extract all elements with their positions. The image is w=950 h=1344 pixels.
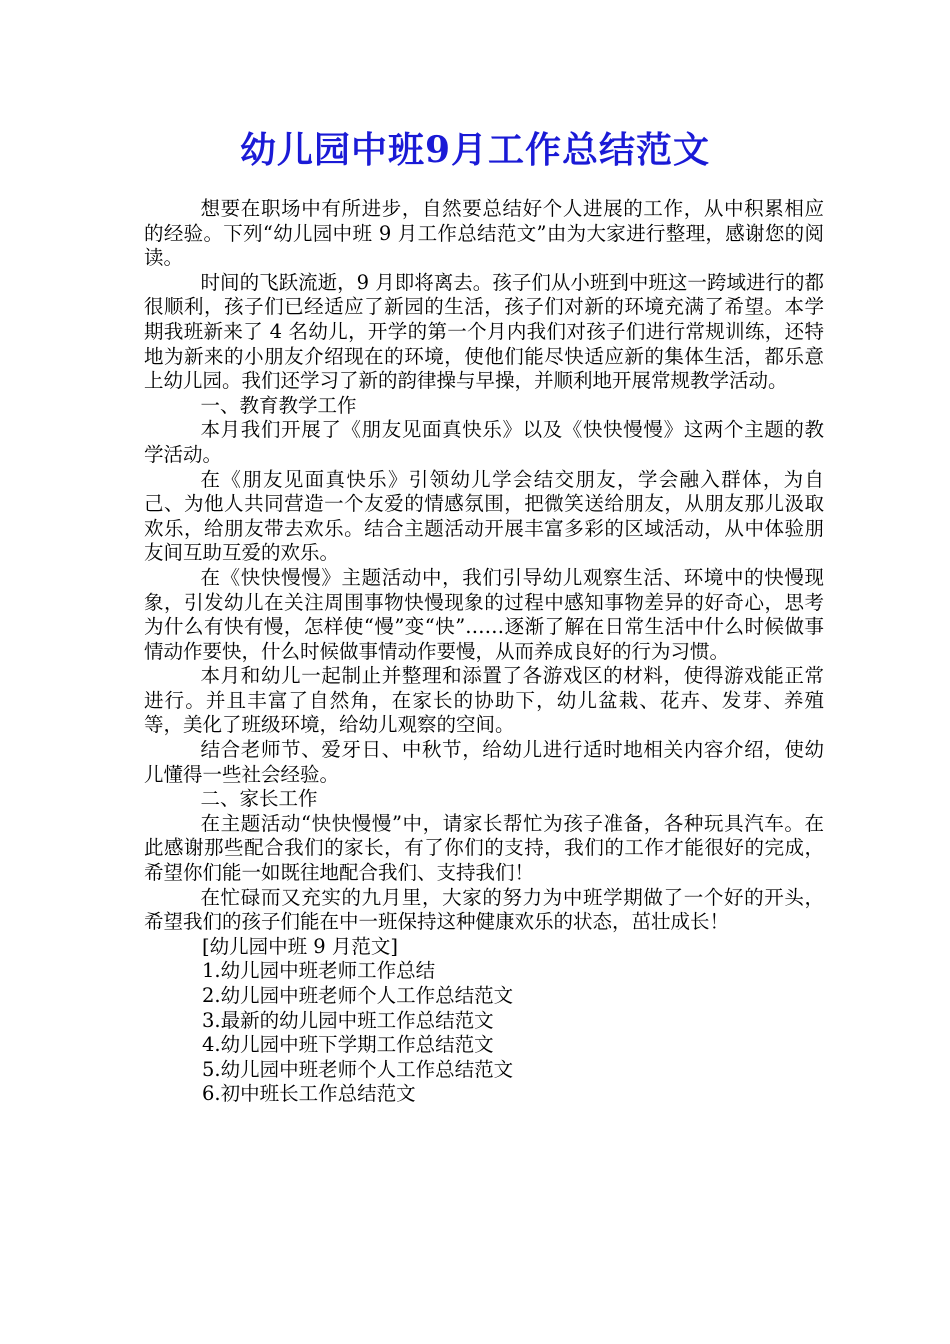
related-articles-title: [幼儿园中班 9 月范文] — [202, 934, 399, 958]
closing-paragraph: 在忙碌而又充实的九月里，大家的努力为中班学期做了一个好的开头，希望我们的孩子们能在中一班保持这种健康欢乐的状态，茁壮成长！ — [144, 885, 824, 934]
related-article-link[interactable]: 4.幼儿园中班下学期工作总结范文 — [202, 1033, 494, 1057]
parents-paragraph: 在主题活动“快快慢慢”中，请家长帮忙为孩子准备，各种玩具汽车。在此感谢那些配合我们的家长，有了你们的支持，我们的工作才能很好的完成，希望你们能一如既往地配合我们、支持我们！ — [144, 811, 824, 885]
related-articles-list — [144, 959, 824, 1107]
related-article-link[interactable]: 5.幼儿园中班老师个人工作总结范文 — [202, 1057, 514, 1081]
section-heading-teaching: 一、教育教学工作 — [200, 393, 357, 417]
related-article-link[interactable]: 6.初中班长工作总结范文 — [202, 1082, 416, 1106]
document-title: 幼儿园中班9月工作总结范文 — [239, 129, 711, 171]
teaching-paragraph: 本月我们开展了《朋友见面真快乐》以及《快快慢慢》这两个主题的教学活动。 — [144, 418, 824, 466]
teaching-paragraph: 在《朋友见面真快乐》引领幼儿学会结交朋友，学会融入群体，为自己、为他人共同营造一个友爱的情感氛围，把微笑送给朋友，从朋友那儿汲取欢乐，给朋友带去欢乐。结合主题活动开展丰富多彩的区域活动，从中体验朋友间互助互爱的欢乐。 — [144, 467, 824, 565]
section-heading-parents: 二、家长工作 — [200, 787, 318, 811]
opening-paragraph: 时间的飞跃流逝，9 月即将离去。孩子们从小班到中班这一跨域进行的都很顺利，孩子们已经适应了新园的生活，孩子们对新的环境充满了希望。本学期我班新来了 4 名幼儿，开学的第一个月内我们对孩子们进行常规训练，还特地为新来的小朋友介绍现在的环境，使他们能尽快适应新的集体生活，都乐意上幼儿园。我们还学习了新的韵律操与早操，并顺利地开展常规教学活动。 — [144, 270, 824, 393]
related-article-link[interactable]: 2.幼儿园中班老师个人工作总结范文 — [202, 984, 514, 1007]
intro-paragraph: 想要在职场中有所进步，自然要总结好个人进展的工作，从中积累相应的经验。下列“幼儿园中班 9 月工作总结范文”由为大家进行整理，感谢您的阅读。 — [144, 197, 824, 270]
related-article-link[interactable]: 1.幼儿园中班老师工作总结 — [202, 959, 436, 983]
teaching-paragraph: 本月和幼儿一起制止并整理和添置了各游戏区的材料，使得游戏能正常进行。并且丰富了自然角，在家长的协助下，幼儿盆栽、花卉、发芽、养殖等，美化了班级环境，给幼儿观察的空间。 — [144, 664, 824, 737]
teaching-paragraph: 在《快快慢慢》主题活动中，我们引导幼儿观察生活、环境中的快慢现象，引发幼儿在关注周围事物快慢现象的过程中感知事物差异的好奇心，思考为什么有快有慢，怎样使“慢”变“快”……逐渐了解在日常生活中什么时候做事情动作要快，什么时候做事情动作要慢，从而养成良好的行为习惯。 — [144, 565, 824, 663]
document-body — [144, 197, 824, 1107]
related-article-link[interactable]: 3.最新的幼儿园中班工作总结范文 — [202, 1008, 494, 1032]
teaching-paragraph: 结合老师节、爱牙日、中秋节，给幼儿进行适时地相关内容介绍，使幼儿懂得一些社会经验。 — [144, 738, 824, 786]
